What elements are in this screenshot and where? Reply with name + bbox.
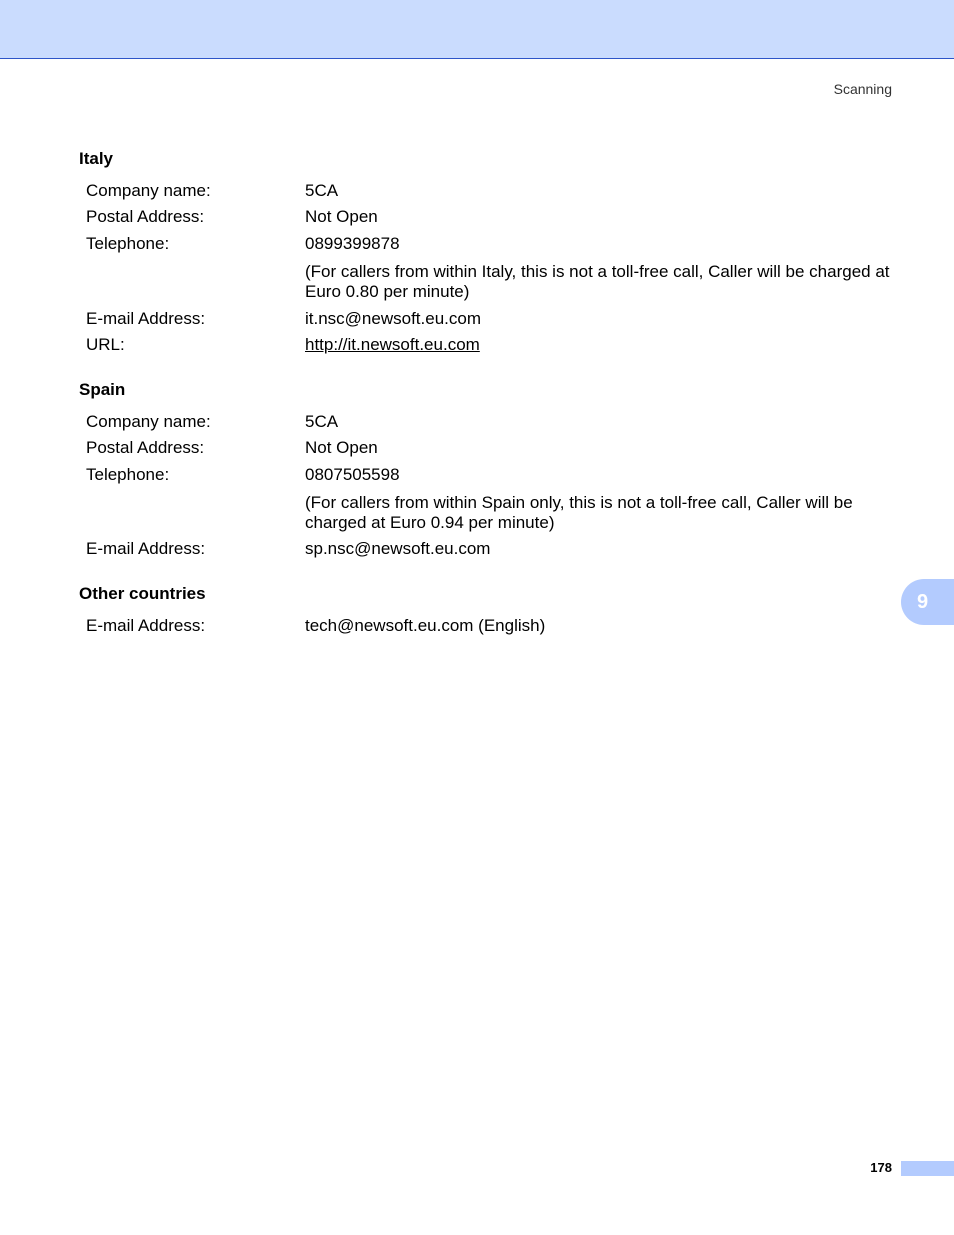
- chapter-number: 9: [916, 590, 929, 613]
- italy-url-label: URL:: [86, 335, 125, 354]
- italy-email-value: it.nsc@newsoft.eu.com: [305, 309, 481, 328]
- spain-postal-label: Postal Address:: [86, 438, 205, 457]
- italy-phone-value: 0899399878: [305, 234, 400, 253]
- italy-heading: Italy: [79, 149, 114, 168]
- italy-company-value: 5CA: [305, 181, 339, 200]
- spain-phone-label: Telephone:: [86, 465, 170, 484]
- spain-company-value: 5CA: [305, 412, 339, 431]
- header-band: [0, 0, 954, 59]
- spain-postal-value: Not Open: [305, 438, 378, 457]
- italy-postal-label: Postal Address:: [86, 207, 205, 226]
- spain-phone-note: (For callers from within Spain only, this is not a toll-free call, Caller will be charged at Euro 0.94 per minute): [305, 493, 853, 532]
- italy-company-label: Company name:: [86, 181, 211, 200]
- spain-heading: Spain: [79, 380, 126, 399]
- section-title: Scanning: [833, 81, 892, 97]
- page-number-bar: [901, 1161, 954, 1176]
- spain-phone-value: 0807505598: [305, 465, 400, 484]
- spain-email-value: sp.nsc@newsoft.eu.com: [305, 539, 491, 558]
- page-number: 178: [870, 1160, 892, 1175]
- other-email-label: E-mail Address:: [86, 616, 206, 635]
- other-email-value: tech@newsoft.eu.com (English): [305, 616, 546, 635]
- italy-phone-label: Telephone:: [86, 234, 170, 253]
- italy-email-label: E-mail Address:: [86, 309, 206, 328]
- spain-email-label: E-mail Address:: [86, 539, 206, 558]
- chapter-tab: [901, 579, 954, 625]
- italy-phone-note: (For callers from within Italy, this is not a toll-free call, Caller will be charged at Euro 0.80 per minute): [305, 262, 890, 301]
- italy-url-link[interactable]: http://it.newsoft.eu.com: [305, 335, 480, 354]
- spain-company-label: Company name:: [86, 412, 211, 431]
- other-countries-heading: Other countries: [79, 584, 206, 603]
- italy-postal-value: Not Open: [305, 207, 378, 226]
